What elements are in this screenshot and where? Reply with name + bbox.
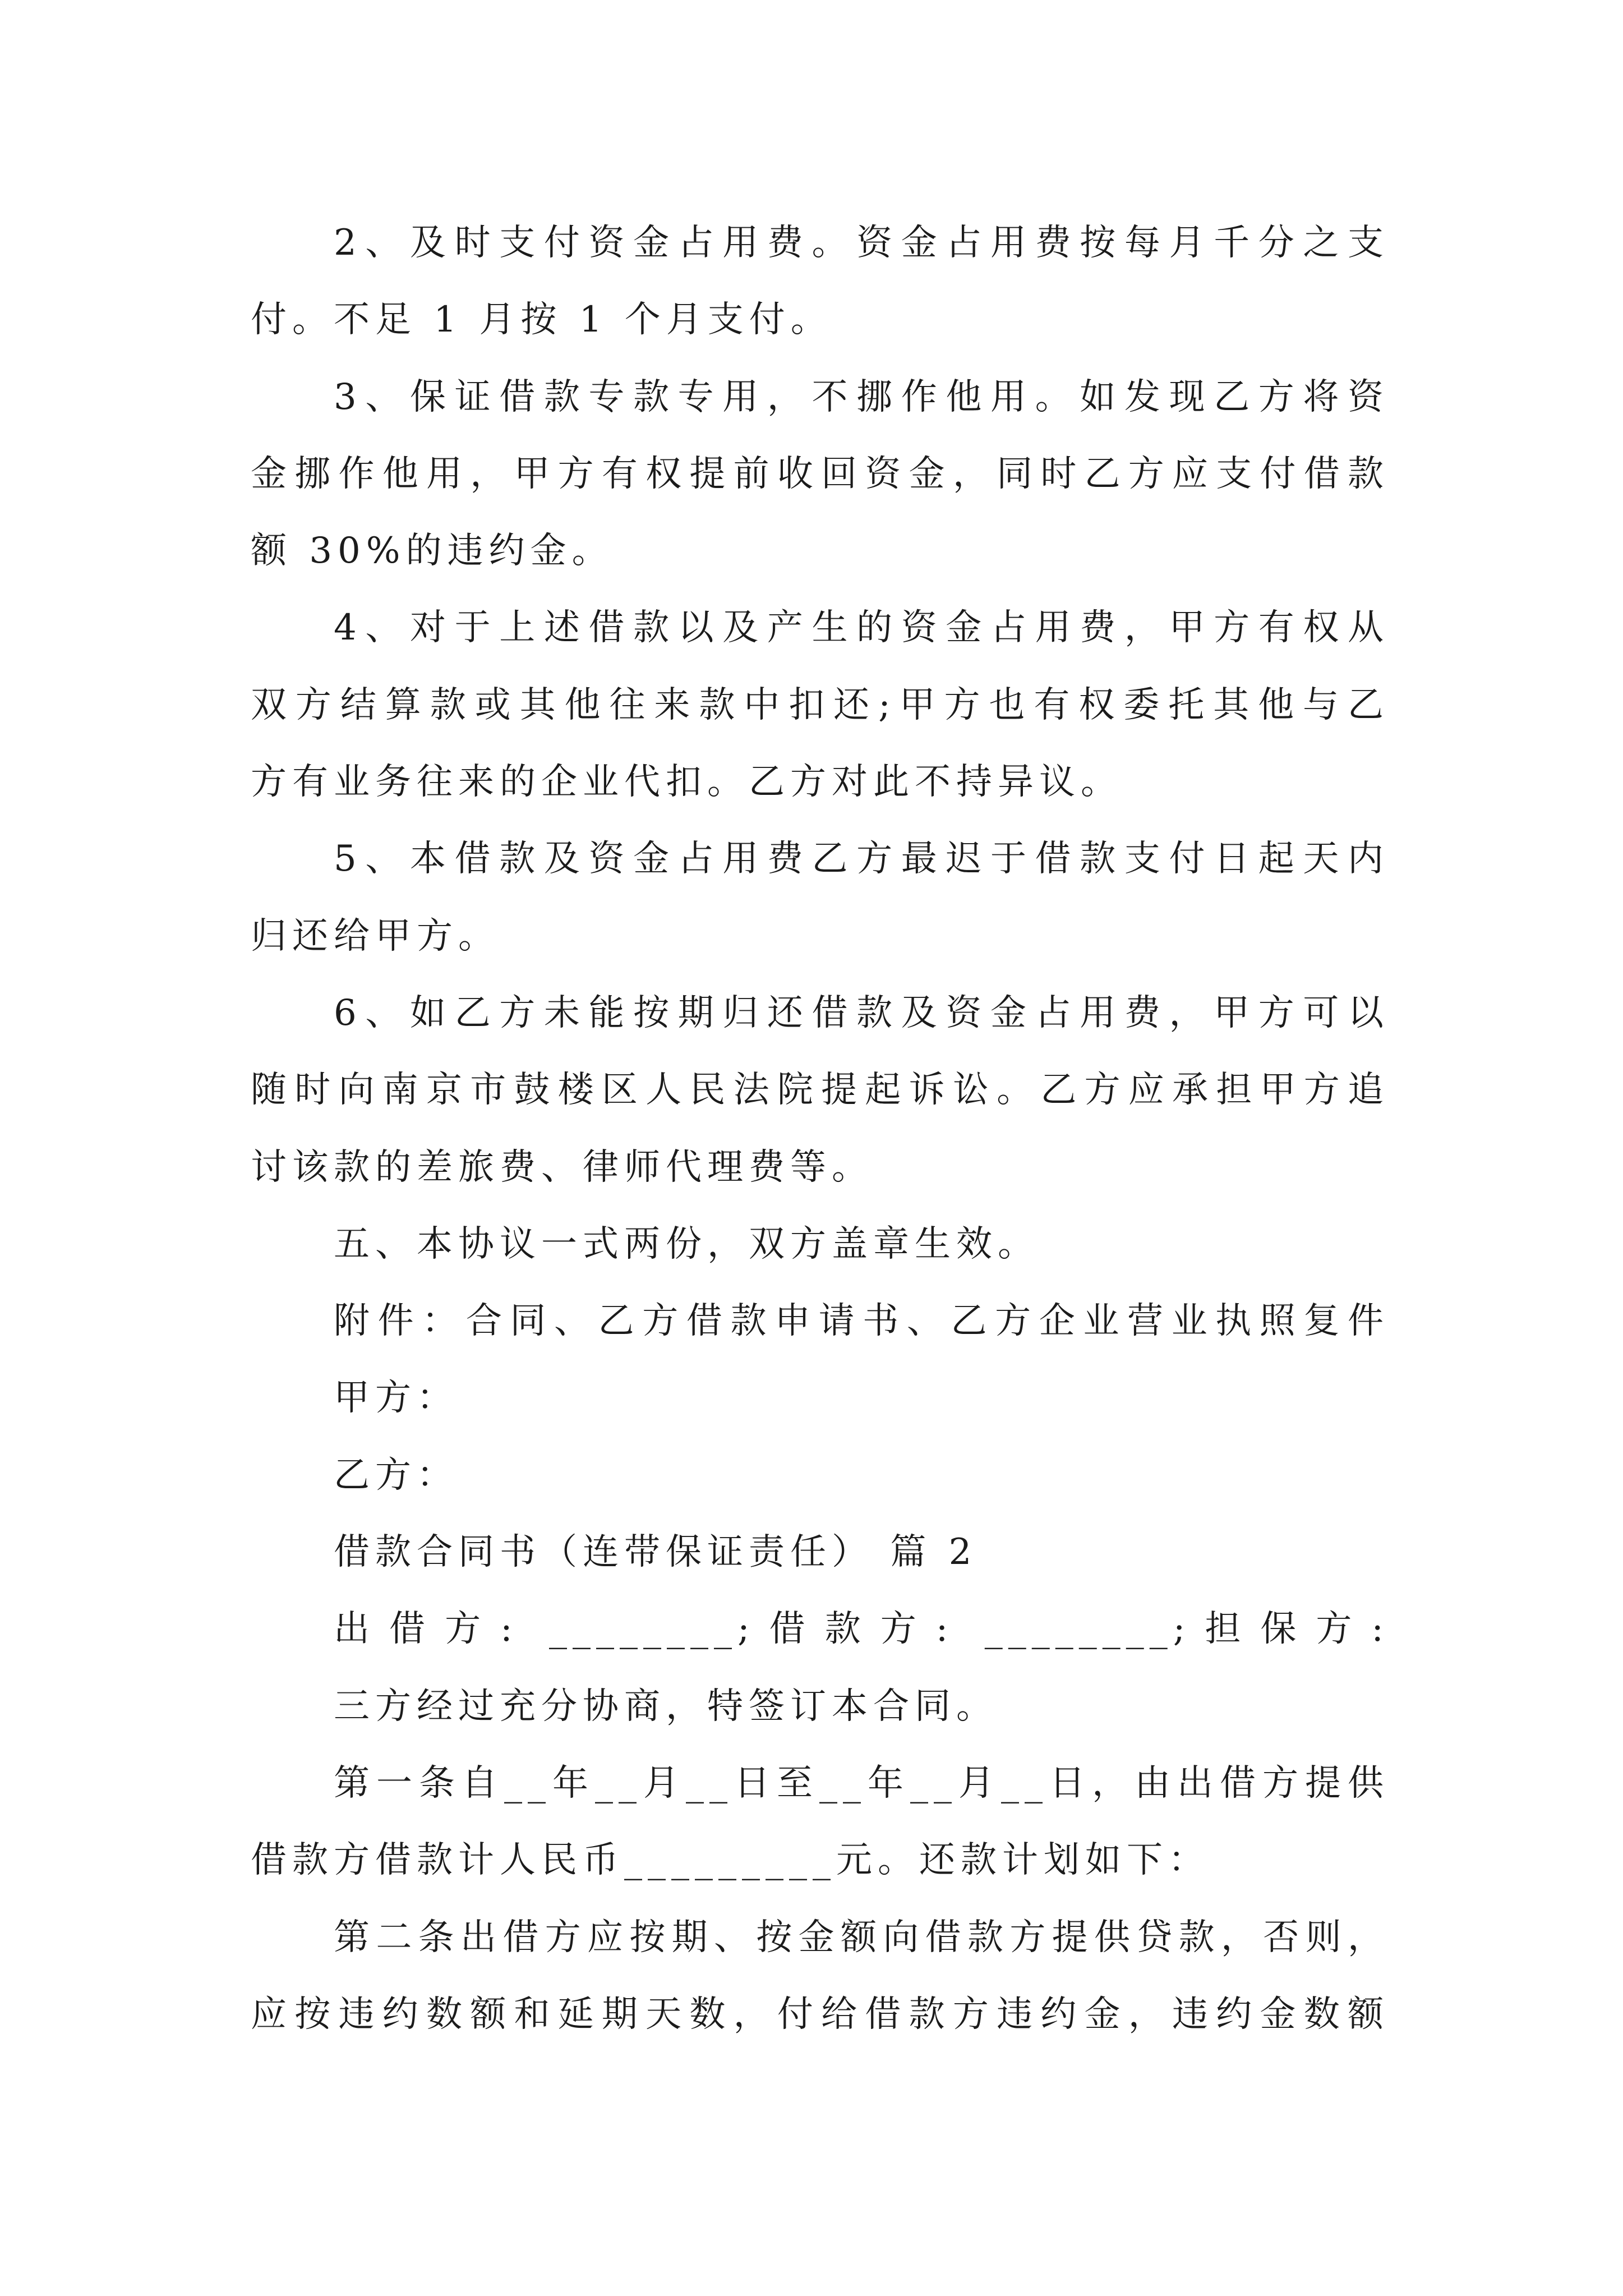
text-line: 五、本协议一式两份，双方盖章生效。 (334, 1223, 1039, 1265)
text-line: 双方结算款或其他往来款中扣还;甲方也有权委托其他与乙 (251, 684, 1389, 726)
clause-3-dedicated-use (251, 359, 1389, 590)
text-line: 额 30%的违约金。 (251, 530, 614, 572)
text-line: 三方经过充分协商，特签订本合同。 (334, 1685, 998, 1727)
text-line: 归还给甲方。 (251, 915, 500, 957)
text-line: 随时向南京市鼓楼区人民法院提起诉讼。乙方应承担甲方追 (251, 1069, 1389, 1111)
text-line: 5、本借款及资金占用费乙方最迟于借款支付日起天内 (334, 838, 1389, 880)
text-line: 出借方: ________;借款方: ________;担保方: (334, 1608, 1389, 1650)
parties-line (251, 1591, 1389, 1668)
text-line: 付。不足 1 月按 1 个月支付。 (251, 299, 832, 341)
article-1 (251, 1745, 1389, 1899)
text-line: 乙方： (334, 1454, 458, 1496)
text-line: 附件：合同、乙方借款申请书、乙方企业营业执照复件 (334, 1300, 1389, 1342)
article-2 (251, 1899, 1389, 2054)
text-line: 第一条自__年__月__日至__年__月__日，由出借方提供 (334, 1762, 1389, 1804)
text-line: 甲方： (334, 1377, 458, 1419)
document-body (251, 205, 1389, 2053)
clause-2-fee-payment (251, 205, 1389, 359)
text-line: 4、对于上述借款以及产生的资金占用费，甲方有权从 (334, 607, 1389, 649)
section-heading (251, 1514, 1389, 1591)
text-line: 借款方借款计人民币_________元。还款计划如下： (251, 1839, 1210, 1881)
text-line: 6、如乙方未能按期归还借款及资金占用费，甲方可以 (334, 992, 1389, 1034)
attachments-line (251, 1283, 1389, 1360)
clause-4-deduction (251, 590, 1389, 821)
text-line: 金挪作他用，甲方有权提前收回资金，同时乙方应支付借款 (251, 453, 1389, 495)
preamble (251, 1668, 1389, 1745)
text-line: 借款合同书（连带保证责任） 篇 2 (334, 1531, 978, 1573)
text-line: 第二条出借方应按期、按金额向借款方提供贷款，否则， (334, 1916, 1389, 1958)
text-line: 方有业务往来的企业代扣。乙方对此不持异议。 (251, 761, 1122, 803)
party-a-signature (251, 1360, 1389, 1437)
party-b-signature (251, 1437, 1389, 1514)
text-line: 3、保证借款专款专用，不挪作他用。如发现乙方将资 (334, 376, 1389, 418)
clause-5-repayment (251, 821, 1389, 975)
text-line: 2、及时支付资金占用费。资金占用费按每月千分之支 (334, 222, 1389, 264)
clause-copies-effect (251, 1206, 1389, 1283)
clause-6-litigation (251, 975, 1389, 1206)
text-line: 讨该款的差旅费、律师代理费等。 (251, 1146, 873, 1188)
text-line: 应按违约数额和延期天数，付给借款方违约金，违约金数额 (251, 1993, 1389, 2035)
